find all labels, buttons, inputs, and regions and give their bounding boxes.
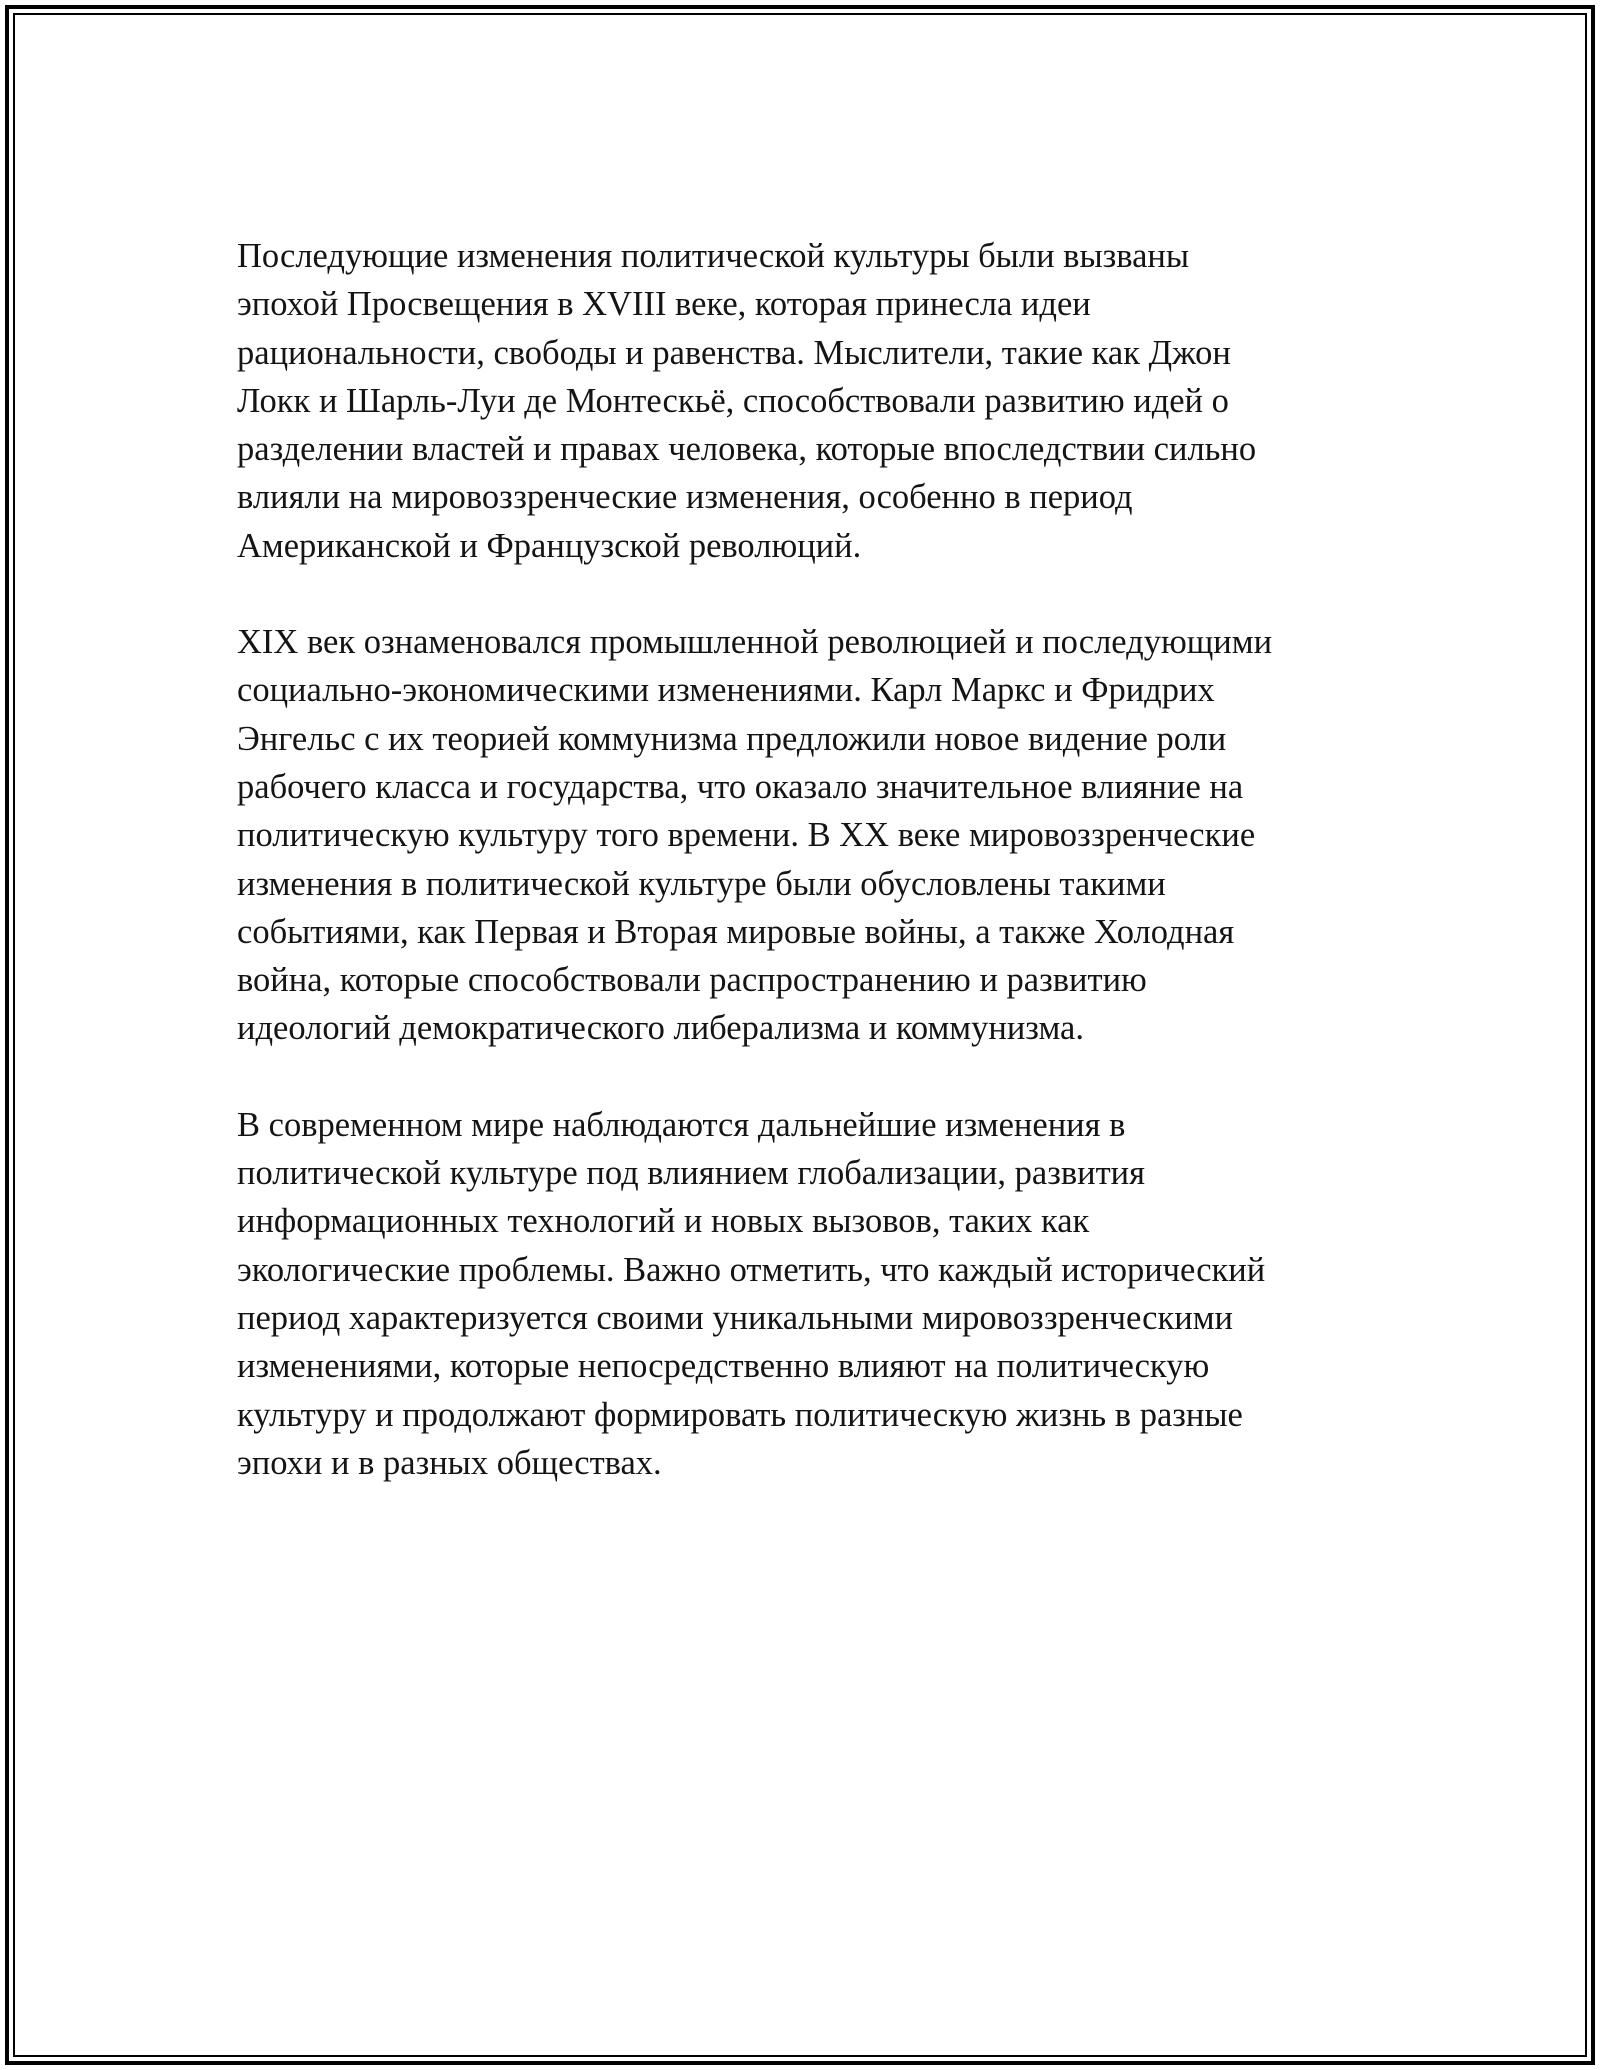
- text-line: изменения в политической культуре были обусловлены такими: [237, 864, 1166, 903]
- text-line: политическую культуру того времени. В XX веке мировоззренческие: [237, 816, 1256, 855]
- text-line: культуру и продолжают формировать политическую жизнь в разные: [237, 1395, 1243, 1434]
- text-line: период характеризуется своими уникальными мировоззренческими: [237, 1298, 1234, 1337]
- text-line: влияли на мировоззренческие изменения, особенно в период: [237, 478, 1133, 517]
- text-line: разделении властей и правах человека, которые впоследствии сильно: [237, 430, 1257, 469]
- paragraph-19th-20th-century: [237, 618, 1367, 1053]
- paragraph-modern-world: [237, 1101, 1367, 1487]
- text-line: изменениями, которые непосредственно влияют на политическую: [237, 1347, 1210, 1386]
- paragraph-enlightenment: [237, 232, 1367, 570]
- text-line: рациональности, свободы и равенства. Мыслители, такие как Джон: [237, 333, 1231, 372]
- text-line: информационных технологий и новых вызовов, таких как: [237, 1202, 1090, 1241]
- text-line: экологические проблемы. Важно отметить, что каждый исторический: [237, 1250, 1266, 1289]
- text-line: социально-экономическими изменениями. Карл Маркс и Фридрих: [237, 671, 1215, 710]
- text-line: событиями, как Первая и Вторая мировые войны, а также Холодная: [237, 912, 1235, 951]
- text-line: политической культуре под влиянием глобализации, развития: [237, 1154, 1145, 1193]
- text-line: Энгельс с их теорией коммунизма предложили новое видение роли: [237, 719, 1227, 758]
- text-line: идеологий демократического либерализма и коммунизма.: [237, 1009, 1084, 1048]
- text-line: война, которые способствовали распространению и развитию: [237, 961, 1147, 1000]
- text-line: эпохой Просвещения в XVIII веке, которая принесла идеи: [237, 285, 1091, 324]
- text-line: Локк и Шарль-Луи де Монтескьё, способствовали развитию идей о: [237, 381, 1229, 420]
- text-line: XIX век ознаменовался промышленной революцией и последующими: [237, 623, 1273, 662]
- text-line: эпохи и в разных обществах.: [237, 1443, 662, 1482]
- document-body: [237, 232, 1367, 1535]
- text-line: Американской и Французской революций.: [237, 526, 862, 565]
- text-line: В современном мире наблюдаются дальнейшие изменения в: [237, 1105, 1126, 1144]
- text-line: рабочего класса и государства, что оказало значительное влияние на: [237, 767, 1244, 806]
- text-line: Последующие изменения политической культуры были вызваны: [237, 237, 1190, 275]
